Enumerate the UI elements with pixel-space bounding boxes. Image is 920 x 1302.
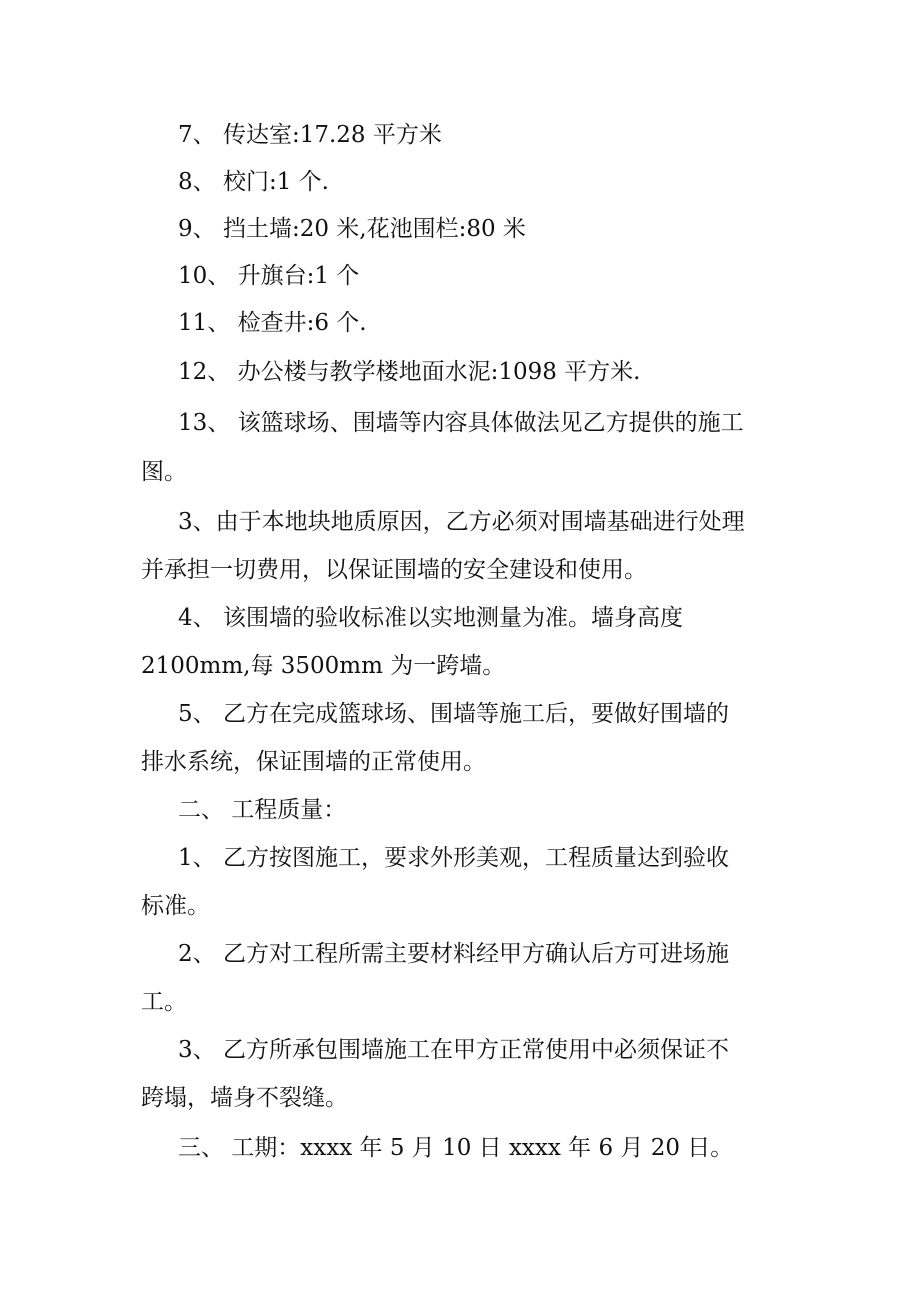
item-line-9: 9、 挡土墙:20 米,花池围栏:80 米 — [178, 216, 526, 242]
paragraph-3-line-2: 并承担一切费用，以保证围墙的安全建设和使用。 — [141, 557, 647, 583]
item-line-11: 11、 检查井:6 个. — [178, 310, 367, 336]
paragraph-3-line-1: 3、由于本地块地质原因，乙方必须对围墙基础进行处理 — [178, 509, 745, 535]
item-line-7: 7、 传达室:17.28 平方米 — [178, 122, 442, 148]
quality-item-3-line-2: 跨塌，墙身不裂缝。 — [141, 1085, 348, 1111]
paragraph-4-line-2: 2100mm,每 3500mm 为一跨墙。 — [141, 653, 506, 679]
paragraph-5-line-1: 5、 乙方在完成篮球场、围墙等施工后，要做好围墙的 — [178, 701, 729, 727]
item-line-13-cont: 图。 — [141, 459, 187, 485]
item-line-8: 8、 校门:1 个. — [178, 169, 329, 195]
quality-item-2-line-1: 2、 乙方对工程所需主要材料经甲方确认后方可进场施 — [178, 941, 729, 967]
quality-item-3-line-1: 3、 乙方所承包围墙施工在甲方正常使用中必须保证不 — [178, 1037, 729, 1063]
section-heading-schedule: 三、 工期：xxxx 年 5 月 10 日 xxxx 年 6 月 20 日。 — [178, 1135, 734, 1161]
item-line-13: 13、 该篮球场、围墙等内容具体做法见乙方提供的施工 — [178, 410, 744, 436]
item-line-12: 12、 办公楼与教学楼地面水泥:1098 平方米. — [178, 359, 641, 385]
quality-item-1-line-1: 1、 乙方按图施工，要求外形美观，工程质量达到验收 — [178, 845, 729, 871]
section-heading-quality: 二、 工程质量： — [178, 797, 347, 823]
paragraph-4-line-1: 4、 该围墙的验收标准以实地测量为准。墙身高度 — [178, 605, 683, 631]
paragraph-5-line-2: 排水系统，保证围墙的正常使用。 — [141, 749, 486, 775]
quality-item-1-line-2: 标准。 — [141, 893, 210, 919]
quality-item-2-line-2: 工。 — [141, 989, 187, 1015]
item-line-10: 10、 升旗台:1 个 — [178, 263, 360, 289]
